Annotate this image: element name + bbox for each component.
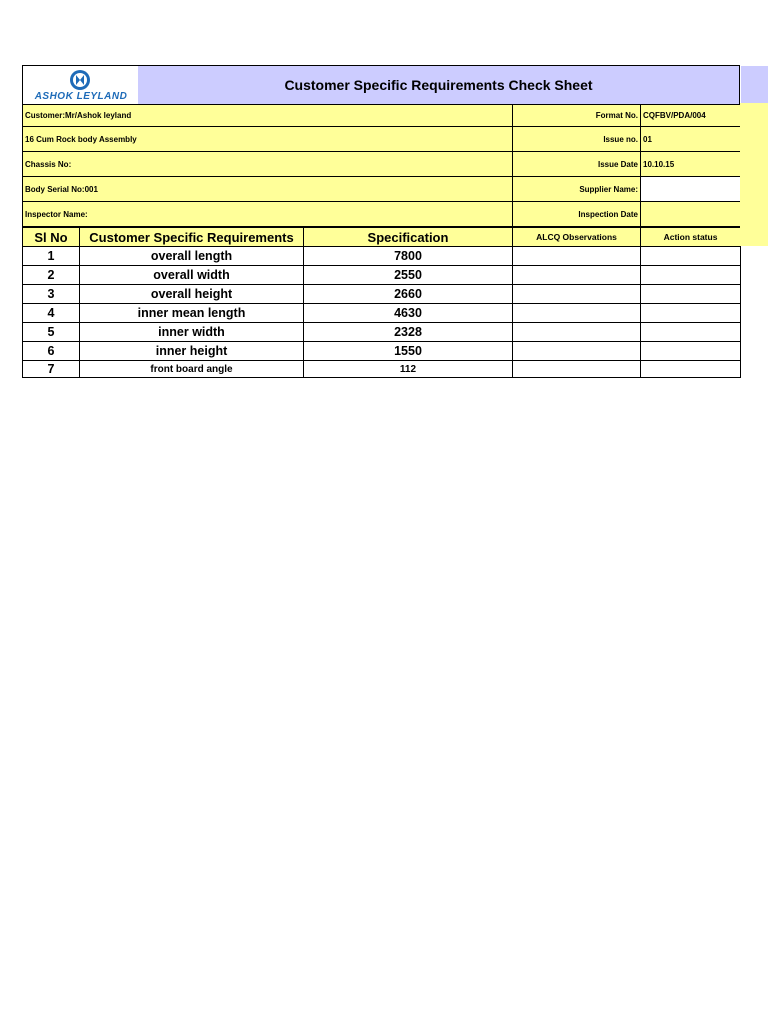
issue-no-label: Issue no.: [513, 127, 641, 152]
info-band-extension: [740, 103, 768, 246]
action-status-cell[interactable]: [641, 304, 741, 323]
requirement-cell: overall length: [80, 247, 304, 266]
observation-cell[interactable]: [513, 342, 641, 361]
chassis-no-field[interactable]: Chassis No:: [23, 152, 513, 177]
requirement-cell: front board angle: [80, 361, 304, 378]
sl-no-cell: 6: [23, 342, 80, 361]
col-observations: ALCQ Observations: [513, 228, 641, 247]
observation-cell[interactable]: [513, 247, 641, 266]
requirement-cell: inner width: [80, 323, 304, 342]
inspection-date-label: Inspection Date: [513, 202, 641, 227]
issue-no-value[interactable]: 01: [641, 127, 741, 152]
sheet-header: [22, 65, 740, 104]
action-status-cell[interactable]: [641, 361, 741, 378]
info-table: [22, 104, 741, 227]
table-row: [23, 361, 741, 378]
requirement-cell: overall width: [80, 266, 304, 285]
requirement-cell: overall height: [80, 285, 304, 304]
col-specification: Specification: [304, 228, 513, 247]
body-serial-field[interactable]: Body Serial No:001: [23, 177, 513, 202]
table-row: [23, 323, 741, 342]
table-row: [23, 247, 741, 266]
issue-date-label: Issue Date: [513, 152, 641, 177]
supplier-name-label: Supplier Name:: [513, 177, 641, 202]
col-requirement: Customer Specific Requirements: [80, 228, 304, 247]
info-row: [23, 127, 741, 152]
action-status-cell[interactable]: [641, 285, 741, 304]
info-row: [23, 105, 741, 127]
assembly-field: 16 Cum Rock body Assembly: [23, 127, 513, 152]
observation-cell[interactable]: [513, 266, 641, 285]
check-sheet: [22, 65, 740, 378]
title-band-extension: [741, 66, 768, 104]
sheet-title: Customer Specific Requirements Check Sheet: [138, 66, 739, 104]
sl-no-cell: 4: [23, 304, 80, 323]
requirements-table: [22, 227, 741, 378]
action-status-cell[interactable]: [641, 266, 741, 285]
supplier-name-value[interactable]: [641, 177, 741, 202]
format-no-label: Format No.: [513, 105, 641, 127]
table-header-row: [23, 228, 741, 247]
issue-date-value[interactable]: 10.10.15: [641, 152, 741, 177]
observation-cell[interactable]: [513, 323, 641, 342]
table-row: [23, 285, 741, 304]
specification-cell: 112: [304, 361, 513, 378]
observation-cell[interactable]: [513, 285, 641, 304]
format-no-value[interactable]: CQFBV/PDA/004: [641, 105, 741, 127]
col-sl-no: Sl No: [23, 228, 80, 247]
specification-cell: 4630: [304, 304, 513, 323]
sl-no-cell: 7: [23, 361, 80, 378]
observation-cell[interactable]: [513, 361, 641, 378]
requirement-cell: inner mean length: [80, 304, 304, 323]
specification-cell: 7800: [304, 247, 513, 266]
info-row: [23, 152, 741, 177]
ashok-leyland-logo-icon: [69, 69, 91, 91]
info-row: [23, 177, 741, 202]
col-action-status: Action status: [641, 228, 741, 247]
specification-cell: 2550: [304, 266, 513, 285]
logo-text: ASHOK LEYLAND: [34, 91, 128, 102]
action-status-cell[interactable]: [641, 323, 741, 342]
info-row: [23, 202, 741, 227]
table-row: [23, 304, 741, 323]
sl-no-cell: 2: [23, 266, 80, 285]
requirement-cell: inner height: [80, 342, 304, 361]
specification-cell: 2328: [304, 323, 513, 342]
specification-cell: 1550: [304, 342, 513, 361]
inspector-name-field[interactable]: Inspector Name:: [23, 202, 513, 227]
inspection-date-value[interactable]: [641, 202, 741, 227]
company-logo: [23, 66, 138, 104]
sl-no-cell: 5: [23, 323, 80, 342]
action-status-cell[interactable]: [641, 247, 741, 266]
sl-no-cell: 3: [23, 285, 80, 304]
sl-no-cell: 1: [23, 247, 80, 266]
specification-cell: 2660: [304, 285, 513, 304]
observation-cell[interactable]: [513, 304, 641, 323]
table-row: [23, 266, 741, 285]
customer-field: Customer:Mr/Ashok leyland: [23, 105, 513, 127]
action-status-cell[interactable]: [641, 342, 741, 361]
table-row: [23, 342, 741, 361]
